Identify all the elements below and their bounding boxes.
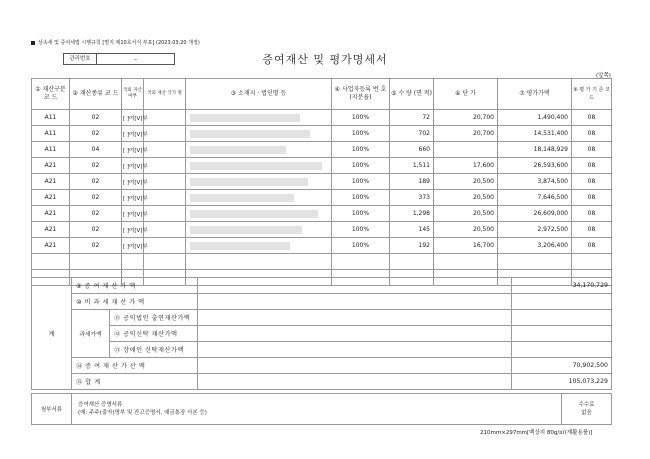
foreign-asset-flag: [ ]여[V]부 [122,174,144,190]
quantity: 192 [390,238,434,254]
redaction-block [190,210,318,218]
foreign-country [144,190,186,206]
table-row [32,126,612,142]
foreign-asset-flag: [ ]여[V]부 [122,238,144,254]
asset-class-code: A11 [32,110,70,126]
redaction-block [190,162,322,170]
table-row [32,110,612,126]
unit-price: 20,700 [434,110,498,126]
location-redacted [186,110,332,126]
header-business-number: ④ 사업자등록 번 호 (지분율) [332,79,390,110]
empty-cell [390,254,434,270]
gift-value: 34,170,729 [512,278,612,294]
totals-table [31,277,612,390]
asset-class-code: A21 [32,206,70,222]
empty-cell [572,254,612,270]
valuation-code: 08 [572,158,612,174]
appraised-value: 3,874,500 [498,174,572,190]
valuation-code: 08 [572,142,612,158]
nontax-spacer [198,294,512,310]
unit-price: 20,500 [434,222,498,238]
header-appraised-value: ⑦ 평가가액 [498,79,572,110]
attachments-label: 첨부서류 [32,394,72,425]
valuation-code: 08 [572,238,612,254]
page-side-note: (앞쪽) [596,73,611,79]
public-trust-spacer [198,326,512,342]
bullet-square-icon [31,41,35,45]
quantity: 373 [390,190,434,206]
public-trust-value [512,326,612,342]
table-row [32,142,612,158]
foreign-country [144,142,186,158]
equity-ratio: 100% [332,142,390,158]
attachments-row [32,394,612,425]
sum-spacer [198,374,512,390]
equity-ratio: 100% [332,126,390,142]
gift-value-label: ⑨ 증 여 재 산 가 액 [72,278,198,294]
valuation-code: 08 [572,110,612,126]
foreign-country [144,126,186,142]
fee-value: 없음 [581,410,592,416]
empty-cell [122,254,144,270]
empty-cell [144,254,186,270]
asset-class-code: A21 [32,222,70,238]
empty-cell [32,254,70,270]
add-value-label: ⑭ 증 여 재 산 가 산 액 [72,358,198,374]
asset-type-code: 02 [70,222,122,238]
asset-type-code: 02 [70,206,122,222]
valuation-code: 08 [572,222,612,238]
appraised-value: 18,148,929 [498,142,572,158]
fee-cell [562,394,612,425]
appraised-value: 26,593,600 [498,158,572,174]
asset-table [31,78,612,286]
foreign-country [144,110,186,126]
unit-price [434,142,498,158]
table-row [32,174,612,190]
location-redacted [186,142,332,158]
public-corp-row [32,310,612,326]
public-trust-row [32,326,612,342]
location-redacted [186,174,332,190]
attachments-table [31,393,612,425]
total-group-label: 계 [32,278,72,390]
empty-cell [70,254,122,270]
foreign-country [144,158,186,174]
fee-label: 수수료 [578,402,595,408]
header-foreign-asset: 국외 자산 여부 [122,79,144,110]
add-spacer [198,358,512,374]
header-unit-price: ⑥ 단 가 [434,79,498,110]
table-header-row [32,79,612,110]
foreign-asset-flag: [ ]여[V]부 [122,158,144,174]
unit-price: 20,500 [434,174,498,190]
equity-ratio: 100% [332,222,390,238]
appraised-value: 14,531,400 [498,126,572,142]
foreign-asset-flag: [ ]여[V]부 [122,206,144,222]
asset-type-code: 02 [70,238,122,254]
foreign-country [144,174,186,190]
header-asset-type-code: ② 재산종류 코 드 [70,79,122,110]
header-quantity: ⑤ 수 량 (면 적) [390,79,434,110]
appraised-value: 3,206,400 [498,238,572,254]
public-corp-spacer [198,310,512,326]
asset-rows [32,110,612,286]
add-value: 70,902,500 [512,358,612,374]
public-corp-label: ⑪ 공익법인 출연재산가액 [110,310,198,326]
asset-type-code: 02 [70,174,122,190]
location-redacted [186,158,332,174]
asset-type-code: 02 [70,126,122,142]
asset-class-code: A11 [32,142,70,158]
header-location: ③ 소재지 · 법인명 등 [186,79,332,110]
quantity: 145 [390,222,434,238]
empty-row [32,254,612,270]
appraised-value: 2,972,500 [498,222,572,238]
equity-ratio: 100% [332,238,390,254]
attachments-description [72,394,562,425]
disabled-trust-label: ⑬ 장애인 신탁재산가액 [110,342,198,358]
foreign-asset-flag: [ ]여[V]부 [122,222,144,238]
paper-size-note: 210mm×297mm[백상지 80g/㎡(재활용품)] [480,430,593,436]
public-trust-label: ⑫ 공익신탁 재산가액 [110,326,198,342]
management-number-value: – [134,56,137,63]
valuation-code: 08 [572,206,612,222]
asset-type-code: 02 [70,158,122,174]
law-reference-text: 상속세 및 증여세법 시행규칙 [별지 제10호서식 부표] (2023.03.20 개정) [38,40,200,46]
table-row [32,206,612,222]
redaction-block [190,242,290,250]
header-asset-class-code: ① 재산구분 코 드 [32,79,70,110]
asset-class-code: A11 [32,126,70,142]
disabled-trust-spacer [198,342,512,358]
valuation-code: 08 [572,174,612,190]
valuation-code: 08 [572,126,612,142]
management-number-label: 관리번호 [64,54,97,64]
disabled-trust-row [32,342,612,358]
quantity: 189 [390,174,434,190]
equity-ratio: 100% [332,158,390,174]
appraised-value: 1,490,400 [498,110,572,126]
attachments-line-2: (예: 주주(출자)명부 및 잔고증명서, 예금통장 사본 등) [78,410,207,416]
sum-label: ⑮ 합 계 [72,374,198,390]
header-valuation-code: ⑧ 평 가 기 준 코 드 [572,79,612,110]
valuation-code: 08 [572,190,612,206]
sum-row [32,374,612,390]
redaction-block [190,130,310,138]
foreign-asset-flag: [ ]여[V]부 [122,110,144,126]
foreign-country [144,222,186,238]
location-redacted [186,126,332,142]
foreign-country [144,238,186,254]
empty-cell [434,254,498,270]
appraised-value: 7,646,500 [498,190,572,206]
attachments-line-1: 증여재산 증명서류 [78,402,123,408]
unit-price: 16,700 [434,238,498,254]
unit-price: 20,700 [434,126,498,142]
gift-value-row [32,278,612,294]
table-row [32,158,612,174]
redaction-block [190,178,308,186]
equity-ratio: 100% [332,190,390,206]
foreign-country [144,206,186,222]
table-row [32,238,612,254]
quantity: 702 [390,126,434,142]
quantity: 1,298 [390,206,434,222]
unit-price: 17,600 [434,158,498,174]
quantity: 660 [390,142,434,158]
add-value-row [32,358,612,374]
empty-cell [186,254,332,270]
quantity: 72 [390,110,434,126]
sum-value: 105,073,229 [512,374,612,390]
redaction-block [190,194,294,202]
location-redacted [186,222,332,238]
asset-type-code: 04 [70,142,122,158]
nontax-label: ⑩ 비 과 세 재 산 가 액 [72,294,198,310]
table-row [32,190,612,206]
foreign-asset-flag: [ ]여[V]부 [122,142,144,158]
asset-class-code: A21 [32,174,70,190]
asset-class-code: A21 [32,190,70,206]
nontax-row [32,294,612,310]
equity-ratio: 100% [332,110,390,126]
tax-group-label: 과세가액 [72,310,110,358]
unit-price: 20,500 [434,206,498,222]
unit-price: 20,500 [434,190,498,206]
equity-ratio: 100% [332,206,390,222]
location-redacted [186,238,332,254]
foreign-asset-flag: [ ]여[V]부 [122,190,144,206]
redaction-block [190,226,302,234]
empty-cell [498,254,572,270]
redaction-block [190,114,300,122]
document-title: 증여재산 및 평가명세서 [262,53,388,66]
redaction-block [190,146,286,154]
public-corp-value [512,310,612,326]
gift-spacer [198,278,512,294]
disabled-trust-value [512,342,612,358]
law-reference [31,39,200,46]
header-foreign-country: 국외 재산 국가 명 [144,79,186,110]
nontax-value [512,294,612,310]
location-redacted [186,206,332,222]
table-row [32,222,612,238]
quantity: 1,511 [390,158,434,174]
asset-type-code: 02 [70,110,122,126]
asset-class-code: A21 [32,158,70,174]
location-redacted [186,190,332,206]
appraised-value: 26,609,000 [498,206,572,222]
equity-ratio: 100% [332,174,390,190]
foreign-asset-flag: [ ]여[V]부 [122,126,144,142]
asset-class-code: A21 [32,238,70,254]
empty-cell [332,254,390,270]
asset-type-code: 02 [70,190,122,206]
